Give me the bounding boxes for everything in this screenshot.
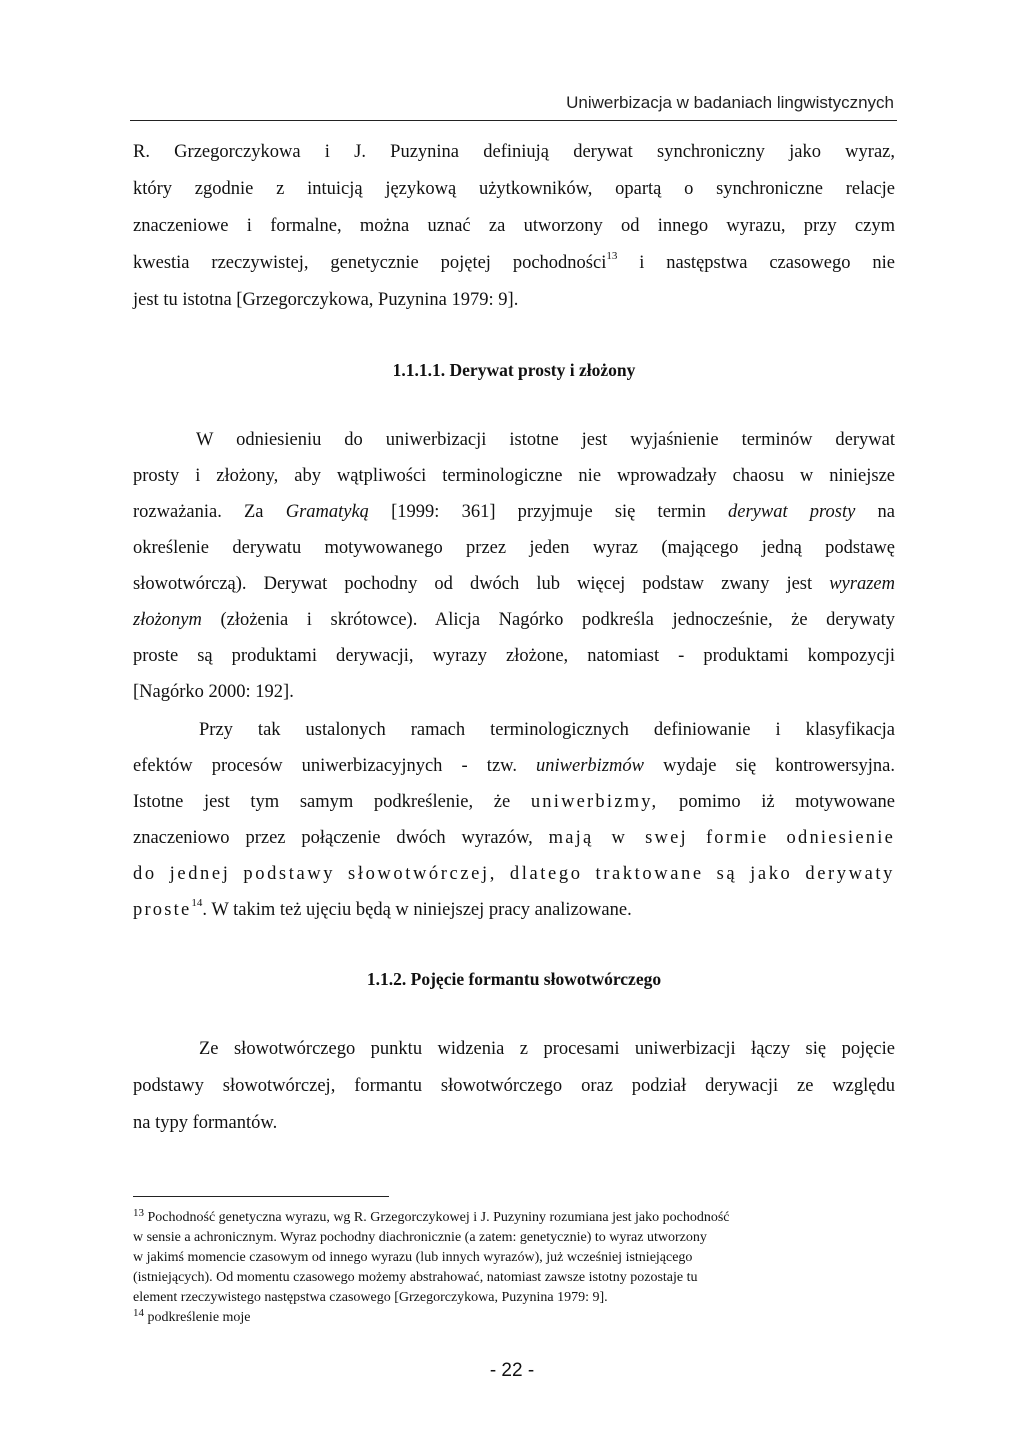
text-span: (złożenia i skrótowce). Alicja Nagórko podkreśla jednocześnie, że derywaty — [201, 610, 895, 630]
footnote-number: 13 — [133, 1207, 144, 1219]
spaced-emphasis: uniwerbizmy, — [530, 792, 659, 812]
text-span: pomimo iż motywowane — [658, 792, 895, 812]
text-span: W odniesieniu do uniwerbizacji istotne jest wyjaśnienie terminów derywat — [196, 430, 895, 450]
paragraph-3 — [133, 720, 895, 920]
paragraph-line: na typy formantów. — [133, 1113, 278, 1133]
paragraph-2 — [133, 430, 895, 720]
paragraph-line — [133, 792, 895, 813]
header-rule — [130, 120, 897, 121]
text-span: znaczeniowo przez połączenie dwóch wyrazów, — [133, 828, 549, 848]
footnote-line: (istniejących). Od momentu czasowego możemy abstrahować, natomiast zawsze istotny pozostaje tu — [133, 1270, 698, 1285]
text-span: efektów procesów uniwerbizacyjnych - tzw. — [133, 756, 537, 776]
paragraph-line: prosty i złożony, aby wątpliwości terminologiczne nie wprowadzały chaosu w niniejsze — [133, 466, 895, 486]
paragraph-line — [133, 610, 895, 631]
text-span: podkreślenie moje — [144, 1310, 251, 1325]
section-heading: 1.1.2. Pojęcie formantu słowotwórczego — [366, 969, 662, 989]
italic-term: wyrazem — [829, 574, 895, 594]
footnote-line: w sensie a achronicznym. Wyraz pochodny diachronicznie (a zatem: genetycznie) to wyraz utworzony — [133, 1230, 707, 1245]
text-span: rozważania. Za — [133, 502, 286, 522]
footnote-13 — [133, 1207, 730, 1226]
footnote-number: 14 — [133, 1307, 144, 1319]
paragraph-line — [133, 574, 895, 595]
footnote-line: w jakimś momencie czasowym od innego wyrazu (lub innych wyrazów), już wcześniej istniejącego — [133, 1250, 693, 1265]
paragraph-line: proste są produktami derywacji, wyrazy złożone, natomiast - produktami kompozycji — [133, 646, 895, 666]
paragraph-line: [Nagórko 2000: 192]. — [133, 682, 294, 702]
spaced-emphasis: proste — [133, 900, 192, 920]
italic-term: derywat prosty — [728, 502, 856, 522]
paragraph-line: podstawy słowotwórczej, formantu słowotwórczego oraz podział derywacji ze względu — [133, 1076, 895, 1096]
paragraph-line: określenie derywatu motywowanego przez jeden wyraz (mającego jedną podstawę — [133, 538, 895, 558]
paragraph-line — [133, 897, 895, 921]
text-span: Pochodność genetyczna wyrazu, wg R. Grzegorczykowej i J. Puzyniny rozumiana jest jako pochodność — [144, 1210, 730, 1225]
text-span: kwestia rzeczywistej, genetycznie pojętej pochodności — [133, 253, 607, 273]
footnote-line: element rzeczywistego następstwa czasowego [Grzegorczykowa, Puzynina 1979: 9]. — [133, 1290, 608, 1305]
paragraph-line: do jednej podstawy słowotwórczej, dlatego traktowane są jako derywaty — [133, 864, 895, 884]
text-span: na — [855, 502, 895, 522]
text-span: wydaje się kontrowersyjna. — [643, 756, 895, 776]
text-span: Ze słowotwórczego punktu widzenia z procesami uniwerbizacji łączy się pojęcie — [199, 1039, 895, 1059]
paragraph-line — [133, 250, 895, 274]
page-number: - 22 - — [489, 1360, 535, 1381]
footnote-ref-14: 14 — [191, 897, 203, 909]
paragraph-line: który zgodnie z intuicją językową użytkowników, opartą o synchroniczne relacje — [133, 179, 895, 199]
paragraph-line — [133, 502, 895, 523]
paragraph-line: znaczeniowe i formalne, można uznać za utworzony od innego wyrazu, przy czym — [133, 216, 895, 236]
section-heading: 1.1.1.1. Derywat prosty i złożony — [392, 360, 636, 380]
paragraph-4 — [133, 1039, 895, 1149]
paragraph-line — [133, 828, 895, 849]
italic-term: uniwerbizmów — [536, 756, 644, 776]
paragraph-line: R. Grzegorczykowa i J. Puzynina definiują derywat synchroniczny jako wyraz, — [133, 142, 895, 162]
text-span: Przy tak ustalonych ramach terminologicznych definiowanie i klasyfikacja — [199, 720, 895, 740]
spaced-emphasis: mają w swej formie odniesienie — [548, 828, 896, 848]
paragraph-line — [133, 720, 895, 741]
paragraph-line — [133, 430, 895, 451]
text-span: słowotwórczą). Derywat pochodny od dwóch lub więcej podstaw zwany jest — [133, 574, 830, 594]
italic-term: Gramatyką — [285, 502, 369, 522]
text-span: Istotne jest tym samym podkreślenie, że — [133, 792, 531, 812]
paragraph-line — [133, 756, 895, 777]
running-header: Uniwerbizacja w badaniach lingwistycznych — [566, 93, 894, 112]
footnote-14 — [133, 1307, 251, 1326]
text-span: i następstwa czasowego nie — [617, 253, 895, 273]
paragraph-line: jest tu istotna [Grzegorczykowa, Puzynina 1979: 9]. — [133, 290, 519, 310]
text-span: [1999: 361] przyjmuje się termin — [368, 502, 729, 522]
italic-term: złożonym — [133, 610, 202, 630]
text-span: . W takim też ujęciu będą w niniejszej pracy analizowane. — [202, 900, 632, 920]
footnote-rule — [133, 1196, 389, 1197]
paragraph-1 — [133, 142, 895, 327]
footnote-ref-13: 13 — [606, 250, 618, 262]
footnotes — [133, 1207, 895, 1330]
paragraph-line — [133, 1039, 895, 1060]
